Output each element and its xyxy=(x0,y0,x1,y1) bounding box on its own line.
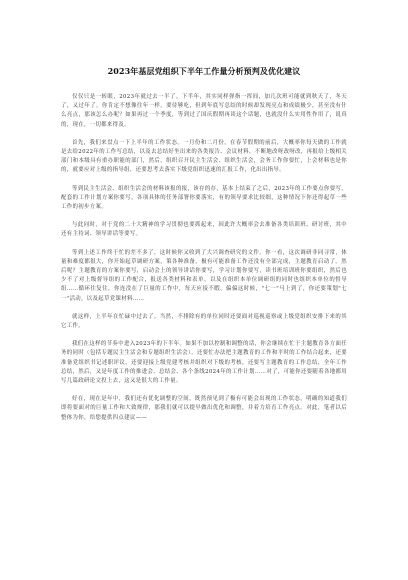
paragraph-7: 我们在这样的节奏中进入2023年的下半年。如果不加以控制和调整的话，你会继续在忙于主题教育各方面任务的同时（包括专题民主生活会和专题组织生活会），还要忙办法把主题教育的工作和平时的工作结合起来，还要准备党组织书记述职评议，还要迎接上级党建考核并组织对下级的考核，还要写主题教育的工作总结，全年工作总结，然后，又是年度工作的推进会、总结会、各个条线2024年的工作计划……对了，可能你还要随着各地都用写几篇政研论文投上去，这又是很大的工作量。 xyxy=(61,341,347,385)
paragraph-6: 就这样，上半年在忙碌中过去了。当然，不排除有的单位同时还要面对巡视巡察或上级党组织安排下来的其它工作。 xyxy=(61,313,347,330)
document-title: 2023年基层党组织下半年工作量分析预判及优化建议 xyxy=(107,66,301,76)
paragraph-3: 等到民主生活会、组织生活会的材料该报的报，该存的存，基本上结束了之后，2023年的工作要点你要写，配套的工作计划方案你要写，各项具体的任务部署你要落实，有的领导要求比较细，这种情况下你还得起草一些工作的初步方案。 xyxy=(61,185,347,211)
paragraph-2: 首先，我们来盘点一下上半年的工作状态。一月份和二月份，在春节假期的前后，大概率你每天做的工作就是去给2022年的工作写总结，以及去总结好坐出来的各类报告、会议材料，不断地改呀改呀改，再报给上级相关部门和本级具有重办职能的部门，然后，组织召开民主生活会、组织生活会，会务工作你要忙，上会材料也是你的，就要应对上级的指导组，还要思考去落实下级党组织迅速的汇报工作，化出出指导。 xyxy=(61,139,347,174)
paragraph-1: 仅仅只是一转眼，2023年就过去一半了。下半年，其实同样弹指一挥间，加几次班可能就到秋天了，冬天了，又过年了。你肯定不想像往年一样，要待够吃，但到年底写总结的时候却发现亮点和成绩极少，甚至没有什么亮点，那该怎么办呢？如果再过一个季度，等到过了国庆假期再谈这个话题，也就没什么实用性作用了，说真的，现在，一切都来得及。 xyxy=(61,94,347,128)
paragraph-8: 好在，现在是年中，我们还有优化调整的空间，既然预见到了极有可能会出现的工作状态，明确的知道我们即将要面对的巨量工作和大致规律，那我们就可以提早做出优化和调整，并着力培育工作亮点。对此，笔者以后整体为你，给您提供四点建议—— xyxy=(61,396,347,421)
paragraph-5: 等到上述工作终于忙的差不多了，这时候你又收到了大兴调查研究的文件。你一看，这次调研非同寻常，体量和难度都很大，你开始起草调研方案，策各种准备，极有可能准备工作还没有全部完成，主题教育启动了。然后呢？主题教育的方案你要写，启动会上的领导讲话你要写，学习计划你要写，读书班培训班你要组织，然后也少不了对上级督导组的工作配合，报送各类材料和表单，以及在组织本单位调研组的同时也组织本单位的督导组……循环往复往，你连没在了巨量的工作中，每天应接不暇，偏偏这时候，"七一"马上到了，你还要策划"七一"活动，以及起草党课材料…… xyxy=(61,249,347,302)
paragraph-4: 与此同时，对于党的二十大精神的学习贯彻也要抓起来，因此许大概率会去准备各类培训班、研讨班，其中还有主持词、领导讲话等要写。 xyxy=(61,222,347,238)
